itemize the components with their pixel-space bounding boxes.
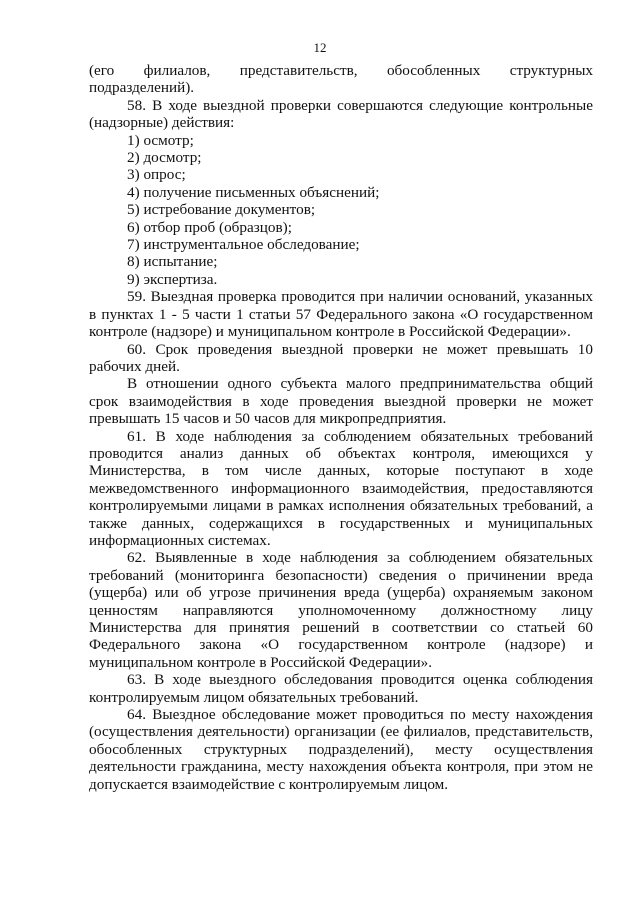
paragraph-57-continuation: (его филиалов, представительств, обособленных структурных подразделений). xyxy=(89,62,593,97)
page-number: 12 xyxy=(313,40,327,55)
document-body xyxy=(89,62,593,793)
paragraph-58: 58. В ходе выездной проверки совершаются следующие контрольные (надзорные) действия: xyxy=(89,96,593,132)
list-item: 1) осмотр; xyxy=(127,131,194,149)
paragraph-63: 63. В ходе выездного обследования проводится оценка соблюдения контролируемым лицом обязательных требований. xyxy=(89,671,593,706)
paragraph-64: 64. Выездное обследование может проводиться по месту нахождения (осуществления деятельности) организации (ее филиалов, представительств, обособленных структурных подразделений), месту осуществления деятельности гражданина, месту нахождения объекта контроля, при этом не допускается взаимодействие с контролируемым лицом. xyxy=(89,706,593,793)
list-item: 7) инструментальное обследование; xyxy=(127,236,360,254)
paragraph-60: 60. Срок проведения выездной проверки не может превышать 10 рабочих дней. xyxy=(89,340,593,375)
list-item: 5) истребование документов; xyxy=(127,201,316,219)
inspection-actions-list xyxy=(89,132,593,289)
list-item: 3) опрос; xyxy=(127,166,186,184)
paragraph-59: 59. Выездная проверка проводится при наличии оснований, указанных в пунктах 1 - 5 части 1 статьи 57 Федерального закона «О государственном контроле (надзоре) и муниципальном контроле в Российской Федерации». xyxy=(89,288,593,341)
list-item: 2) досмотр; xyxy=(127,149,202,167)
list-item: 6) отбор проб (образцов); xyxy=(127,218,292,236)
paragraph-62: 62. Выявленные в ходе наблюдения за соблюдением обязательных требований (мониторинга безопасности) сведения о причинении вреда (ущерба) или об угрозе причинения вреда (ущерба) охраняемым законом ценностям направляются уполномоченному должностному лицу Министерства для принятия решений в соответствии со статьей 60 Федерального закона «О государственном контроле (надзоре) и муниципальном контроле в Российской Федерации». xyxy=(89,549,593,671)
paragraph-61: 61. В ходе наблюдения за соблюдением обязательных требований проводится анализ данных об объектах контроля, имеющихся у Министерства, в том числе данных, которые поступают в ходе межведомственного информационного взаимодействия, предоставляются контролируемыми лицами в рамках исполнения обязательных требований, а также данных, содержащихся в государственных и муниципальных информационных системах. xyxy=(89,427,593,549)
list-item: 4) получение письменных объяснений; xyxy=(127,183,380,201)
list-item: 9) экспертиза. xyxy=(127,270,218,288)
list-item: 8) испытание; xyxy=(127,253,218,271)
paragraph-60-small-business: В отношении одного субъекта малого предпринимательства общий срок взаимодействия в ходе проведения выездной проверки не может превышать 15 часов и 50 часов для микропредприятия. xyxy=(89,375,593,428)
